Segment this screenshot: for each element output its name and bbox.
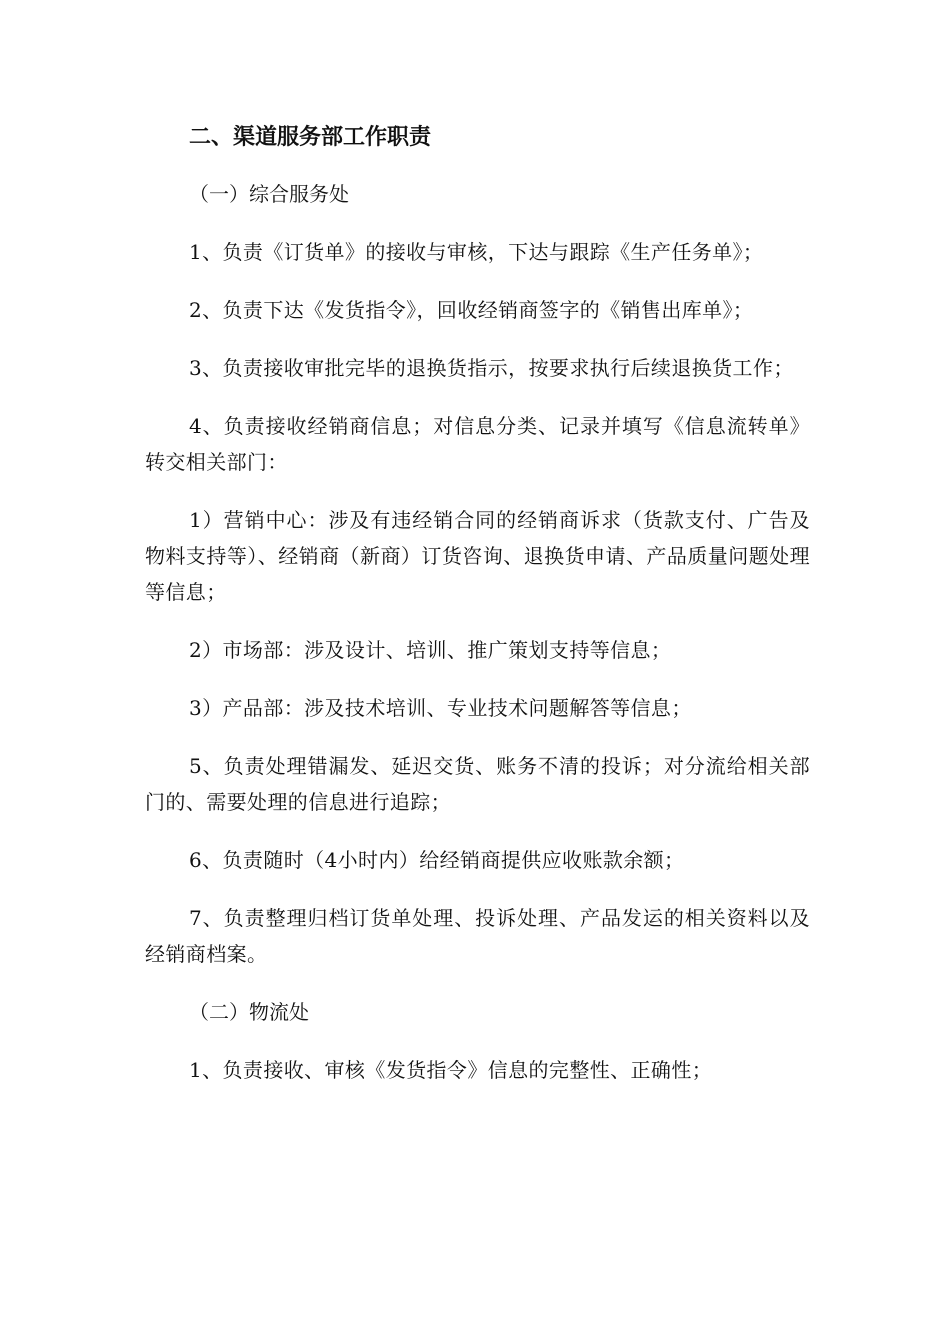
duty-subitem-product-dept: 3）产品部：涉及技术培训、专业技术问题解答等信息； [189,696,692,720]
duty-subitem-market-dept: 2）市场部：涉及设计、培训、推广策划支持等信息； [189,638,672,662]
duty-item-4: 4、负责接收经销商信息；对信息分类、记录并填写《信息流转单》转交相关部门： [145,414,810,474]
logistics-item-1: 1、负责接收、审核《发货指令》信息的完整性、正确性； [189,1058,713,1082]
document-body [145,118,810,1110]
duty-item-2: 2、负责下达《发货指令》，回收经销商签字的《销售出库单》； [189,298,754,322]
subsection-title-general-service: （一）综合服务处 [189,182,349,206]
subsection-title-logistics: （二）物流处 [189,1000,309,1024]
section-heading: 二、渠道服务部工作职责 [189,124,432,150]
duty-subitem-marketing-center: 1）营销中心：涉及有违经销合同的经销商诉求（货款支付、广告及物料支持等）、经销商（新商）订货咨询、退换货申请、产品质量问题处理等信息； [145,508,810,604]
duty-item-3: 3、负责接收审批完毕的退换货指示，按要求执行后续退换货工作； [189,356,794,380]
duty-item-7: 7、负责整理归档订货单处理、投诉处理、产品发运的相关资料以及经销商档案。 [145,906,810,966]
duty-item-1: 1、负责《订货单》的接收与审核，下达与跟踪《生产任务单》； [189,240,764,264]
duty-item-6: 6、负责随时（4小时内）给经销商提供应收账款余额； [189,848,685,872]
duty-item-5: 5、负责处理错漏发、延迟交货、账务不清的投诉；对分流给相关部门的、需要处理的信息进行追踪； [145,754,810,814]
